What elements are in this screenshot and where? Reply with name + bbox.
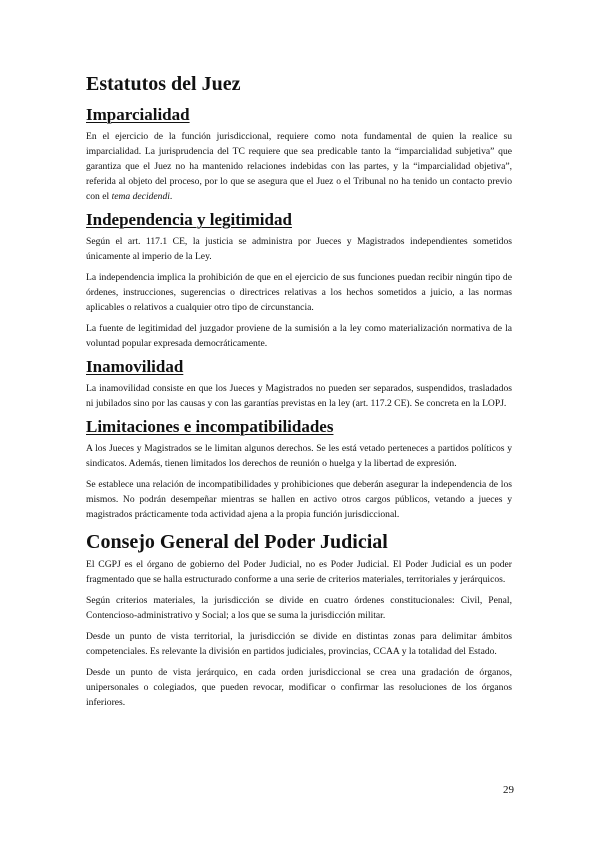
paragraph: Desde un punto de vista jerárquico, en cada orden jurisdiccional se crea una gradación de órganos, unipersonales o colegiados, que pueden revocar, modificar o confirmar las resoluciones de los órganos inferiores. xyxy=(86,667,512,708)
italic-term: tema decidendi xyxy=(111,191,170,202)
paragraph: Según el art. 117.1 CE, la justicia se administra por Jueces y Magistrados independientes sometidos únicamente al imperio de la Ley. xyxy=(86,236,512,262)
section-heading: Limitaciones e incompatibilidades xyxy=(86,417,334,436)
paragraph: A los Jueces y Magistrados se le limitan algunos derechos. Se les está vetado perteneces a partidos políticos y sindicatos. Además, tienen limitados los derechos de reunión o huelga y la libertad de expresión. xyxy=(86,443,512,469)
section-heading: Independencia y legitimidad xyxy=(86,210,292,229)
paragraph: Según criterios materiales, la jurisdicción se divide en cuatro órdenes constitucionales: Civil, Penal, Contencioso-administrativo y Social; a los que se suma la jurisdicción militar. xyxy=(86,595,512,621)
paragraph: La independencia implica la prohibición de que en el ejercicio de sus funciones puedan recibir ningún tipo de órdenes, instrucciones, sugerencias o directrices relativas a los hechos sometidos a juicio, a las normas aplicables o relativos a cualquier otro tipo de circunstancia. xyxy=(86,272,512,313)
page-title: Estatutos del Juez xyxy=(86,73,241,95)
section-independencia xyxy=(86,210,512,351)
section-heading: Inamovilidad xyxy=(86,357,184,376)
section-cgpj xyxy=(86,557,512,710)
section-heading: Imparcialidad xyxy=(86,105,190,124)
paragraph: El CGPJ es el órgano de gobierno del Poder Judicial, no es Poder Judicial. El Poder Judicial es un poder fragmentado que se halla estructurado conforme a una serie de criterios materiales, territoriales y jerárquicos. xyxy=(86,559,512,585)
section-limitaciones xyxy=(86,417,512,522)
paragraph: La inamovilidad consiste en que los Jueces y Magistrados no pueden ser separados, suspendidos, trasladados ni jubilados sino por las causas y con las garantías previstas en la ley (art. 117.2 CE). Se concreta en la LOPJ. xyxy=(86,383,512,409)
paragraph: Se establece una relación de incompatibilidades y prohibiciones que deberán asegurar la independencia de los mismos. No podrán desempeñar mientras se hallen en activo otros cargos públicos, vetando a jueces y magistrados prácticamente toda actividad ajena a la propia función jurisdiccional. xyxy=(86,479,512,520)
page-number: 29 xyxy=(503,784,514,796)
section-inamovilidad xyxy=(86,357,512,411)
paragraph: Desde un punto de vista territorial, la jurisdicción se divide en distintas zonas para delimitar ámbitos competenciales. Es relevante la división en partidos judiciales, provincias, CCAA y la totalidad del Estado. xyxy=(86,631,512,657)
section-imparcialidad xyxy=(86,105,512,204)
paragraph: En el ejercicio de la función jurisdiccional, requiere como nota fundamental de quien la realice su imparcialidad. La jurisprudencia del TC requiere que sea predicable tanto la “imparcialidad subjetiva” que garantiza que el Juez no ha mantenido relaciones indebidas con las partes, y la “imparcialidad objetiva”, referida al objeto del proceso, por lo que se asegura que el Juez o el Tribunal no ha tenido un contacto previo con el tema decidendi. xyxy=(86,131,512,202)
paragraph: La fuente de legitimidad del juzgador proviene de la sumisión a la ley como materialización normativa de la voluntad popular expresada democráticamente. xyxy=(86,323,512,349)
section-title-cgpj: Consejo General del Poder Judicial xyxy=(86,531,388,553)
